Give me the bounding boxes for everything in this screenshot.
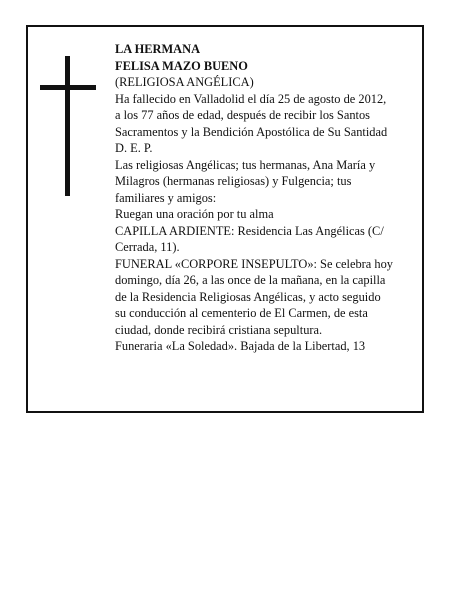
- cross-icon: [40, 56, 96, 196]
- body-line-16: Funeraria «La Soledad». Bajada de la Libertad, 13: [115, 339, 366, 353]
- body-line-12: domingo, día 26, a las once de la mañana, en la capilla: [115, 273, 386, 287]
- obituary-notice: [26, 25, 424, 413]
- body-line-11: FUNERAL «CORPORE INSEPULTO»: Se celebra hoy: [115, 256, 393, 271]
- cross-vertical-bar: [65, 56, 70, 196]
- cross-horizontal-bar: [40, 85, 96, 90]
- body-line-13: de la Residencia Religiosas Angélicas, y acto seguido: [115, 289, 381, 304]
- body-line-10: Cerrada, 11).: [115, 240, 180, 254]
- body-line-2: a los 77 años de edad, después de recibir los Santos: [115, 108, 370, 122]
- body-line-4: D. E. P.: [115, 141, 153, 155]
- body-line-3: Sacramentos y la Bendición Apostólica de Su Santidad: [115, 124, 388, 139]
- religious-subtitle: (RELIGIOSA ANGÉLICA): [115, 75, 254, 89]
- body-line-5: Las religiosas Angélicas; tus hermanas, Ana María y: [115, 157, 376, 172]
- body-line-8: Ruegan una oración por tu alma: [115, 207, 274, 221]
- body-line-9: CAPILLA ARDIENTE: Residencia Las Angélicas (C/: [115, 223, 384, 238]
- body-line-1: Ha fallecido en Valladolid el día 25 de agosto de 2012,: [115, 91, 387, 106]
- obituary-text: [115, 41, 425, 355]
- body-line-14: su conducción al cementerio de El Carmen, de esta: [115, 306, 368, 320]
- deceased-name: FELISA MAZO BUENO: [115, 58, 248, 73]
- body-line-7: familiares y amigos:: [115, 190, 217, 205]
- body-line-6: Milagros (hermanas religiosas) y Fulgencia; tus: [115, 174, 352, 188]
- title-line-1: LA HERMANA: [115, 42, 201, 56]
- body-line-15: ciudad, donde recibirá cristiana sepultura.: [115, 322, 323, 337]
